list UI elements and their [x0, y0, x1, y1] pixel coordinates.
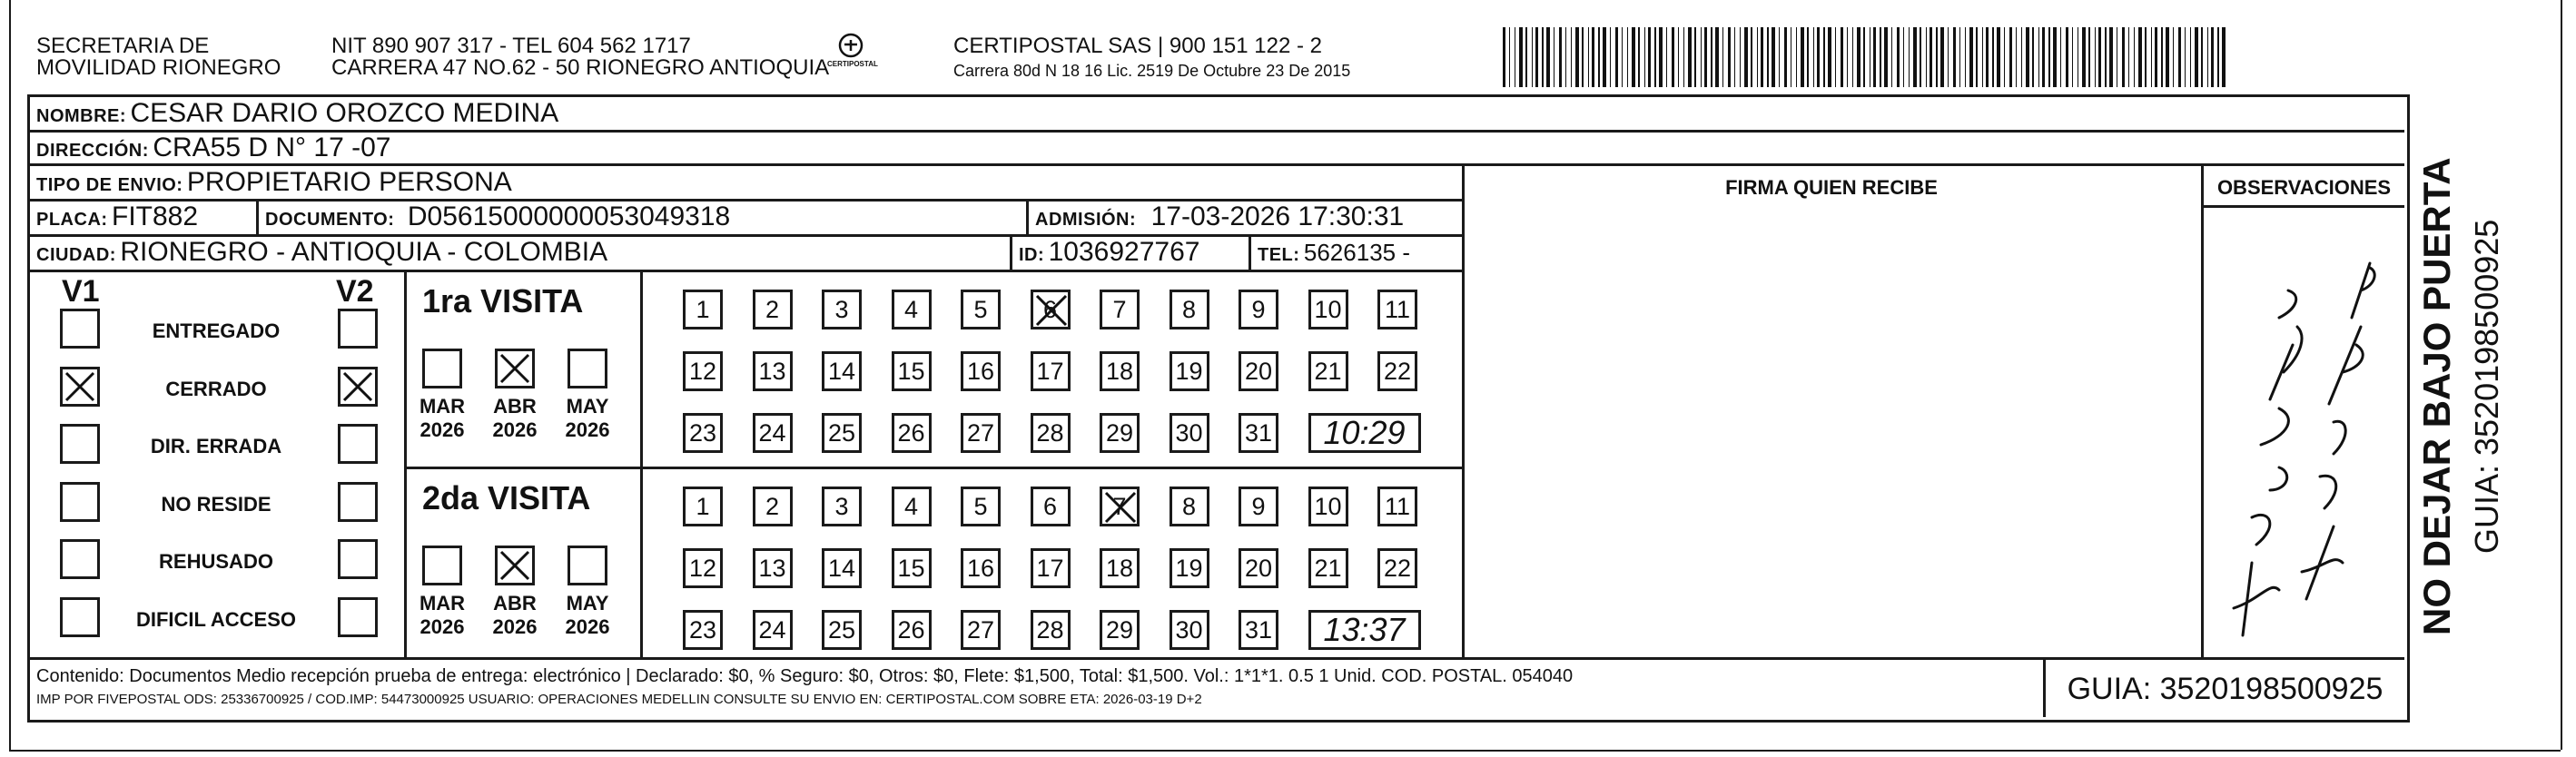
day-box[interactable]: [892, 610, 932, 650]
day-number: 12: [688, 555, 717, 582]
tel-value: 5626135 -: [1303, 239, 1410, 266]
direccion-label: DIRECCIÓN:: [36, 141, 149, 161]
org-name-line2: MOVILIDAD RIONEGRO: [36, 55, 281, 80]
check-mark-icon: [341, 369, 375, 404]
day-box[interactable]: [1308, 290, 1348, 329]
day-number: 7: [1112, 493, 1127, 520]
day-box[interactable]: [1100, 290, 1140, 329]
day-box[interactable]: [683, 548, 723, 588]
id-value: 1036927767: [1048, 237, 1200, 267]
day-box[interactable]: [1170, 610, 1209, 650]
day-box[interactable]: [1239, 610, 1278, 650]
day-box[interactable]: [961, 351, 1001, 391]
day-number: 9: [1251, 493, 1266, 520]
day-box[interactable]: [1100, 548, 1140, 588]
logo-lettering: CERTIPOSTAL: [827, 60, 878, 68]
month-label: [410, 395, 474, 442]
month-label: [556, 395, 619, 442]
month-checkbox-abr[interactable]: [495, 546, 535, 585]
day-box[interactable]: [1239, 487, 1278, 526]
day-number: 25: [827, 616, 856, 644]
day-number: 8: [1181, 493, 1197, 520]
documento-cell: [265, 202, 730, 232]
day-number: 10: [1314, 296, 1342, 323]
month-name: MAR: [419, 395, 466, 418]
tipo-envio-label: TIPO DE ENVIO:: [36, 175, 183, 195]
day-number: 30: [1175, 616, 1203, 644]
day-number: 31: [1244, 616, 1273, 644]
side-guia: GUIA: 3520198500925: [2468, 219, 2505, 554]
day-box[interactable]: [753, 351, 793, 391]
visit-time[interactable]: 10:29: [1308, 413, 1421, 453]
day-box[interactable]: [892, 290, 932, 329]
day-box[interactable]: [892, 351, 932, 391]
day-number: 2: [765, 493, 780, 520]
day-box[interactable]: [1308, 548, 1348, 588]
day-box[interactable]: [961, 610, 1001, 650]
day-box[interactable]: [961, 548, 1001, 588]
day-number: 9: [1251, 296, 1266, 323]
day-box[interactable]: [1100, 351, 1140, 391]
courier-name: CERTIPOSTAL SAS | 900 151 122 - 2: [953, 34, 1322, 58]
admision-value: 17-03-2026 17:30:31: [1150, 202, 1405, 231]
day-box[interactable]: [1377, 351, 1417, 391]
visit-title: 1ra VISITA: [422, 282, 584, 320]
status-label-dificil-acceso: DIFICIL ACCESO: [135, 608, 296, 631]
day-number: 25: [827, 419, 856, 447]
day-box[interactable]: [753, 487, 793, 526]
day-number: 28: [1036, 616, 1064, 644]
day-box[interactable]: [822, 351, 862, 391]
day-number: 6: [1042, 296, 1058, 323]
day-box[interactable]: [961, 290, 1001, 329]
day-box[interactable]: [1308, 487, 1348, 526]
observation-handwriting: [2216, 218, 2388, 644]
day-box[interactable]: [1170, 290, 1209, 329]
day-box[interactable]: [822, 413, 862, 453]
day-number: 14: [827, 555, 856, 582]
day-number: 24: [758, 616, 786, 644]
day-number: 19: [1175, 555, 1203, 582]
day-box[interactable]: [1239, 351, 1278, 391]
month-name: MAY: [566, 395, 609, 418]
org-address: CARRERA 47 NO.62 - 50 RIONEGRO ANTIOQUIA: [331, 55, 830, 80]
day-number: 4: [903, 296, 919, 323]
v2-checkbox-rehusado[interactable]: [338, 539, 378, 579]
day-box[interactable]: [892, 548, 932, 588]
certipostal-logo: [827, 33, 878, 73]
month-year: 2026: [419, 418, 465, 441]
month-label: [483, 395, 547, 442]
check-mark-icon: [498, 351, 532, 386]
v2-checkbox-no-reside[interactable]: [338, 482, 378, 522]
day-number: 26: [897, 419, 925, 447]
day-box[interactable]: [961, 413, 1001, 453]
day-box[interactable]: [683, 351, 723, 391]
day-box[interactable]: [753, 290, 793, 329]
direccion-row: [36, 133, 390, 163]
day-box[interactable]: [961, 487, 1001, 526]
day-number: 27: [966, 419, 995, 447]
month-label: [556, 592, 619, 639]
day-box[interactable]: [753, 548, 793, 588]
tel-label: TEL:: [1258, 245, 1300, 265]
v1-checkbox-entregado[interactable]: [60, 309, 100, 349]
month-year: 2026: [492, 418, 538, 441]
no-dejar-bajo-puerta: NO DEJAR BAJO PUERTA: [2415, 157, 2458, 635]
id-label: ID:: [1019, 245, 1045, 265]
day-box[interactable]: [1170, 413, 1209, 453]
tipo-envio-value: PROPIETARIO PERSONA: [186, 167, 512, 197]
day-box[interactable]: [1170, 351, 1209, 391]
day-box[interactable]: [1239, 413, 1278, 453]
placa-cell: [36, 202, 198, 232]
v1-checkbox-dir-errada[interactable]: [60, 424, 100, 464]
day-number: 21: [1314, 555, 1342, 582]
check-mark-icon: [1033, 292, 1070, 329]
v1-header: V1: [62, 274, 100, 309]
day-number: 29: [1105, 419, 1134, 447]
placa-label: PLACA:: [36, 210, 108, 230]
day-box[interactable]: [1377, 290, 1417, 329]
day-box[interactable]: [1100, 413, 1140, 453]
day-number: 7: [1112, 296, 1127, 323]
admision-cell: [1035, 202, 1404, 232]
v2-checkbox-cerrado[interactable]: [338, 367, 378, 407]
day-box[interactable]: [1031, 487, 1071, 526]
direccion-value: CRA55 D N° 17 -07: [153, 133, 391, 162]
placa-value: FIT882: [112, 202, 199, 231]
id-cell: [1019, 237, 1199, 268]
day-number: 20: [1244, 555, 1273, 582]
v2-checkbox-entregado[interactable]: [338, 309, 378, 349]
day-number: 15: [897, 555, 925, 582]
day-number: 30: [1175, 419, 1203, 447]
courier-license: Carrera 80d N 18 16 Lic. 2519 De Octubre 23 De 2015: [953, 62, 1351, 80]
day-number: 22: [1383, 358, 1412, 385]
day-number: 31: [1244, 419, 1273, 447]
footer-contenido: Contenido: Documentos Medio recepción prueba de entrega: electrónico | Declarado: $0, % Seguro: $0, Otros: $0, Flete: $1,500, Total: $1,500. Vol.: 1*1*1. 0.5 1 Unid. COD. POSTAL. 054040: [36, 666, 1574, 686]
day-box[interactable]: [1031, 290, 1071, 329]
day-box[interactable]: [753, 610, 793, 650]
day-box[interactable]: [822, 487, 862, 526]
nombre-label: NOMBRE:: [36, 106, 127, 126]
day-number: 6: [1042, 493, 1058, 520]
barcode: [1503, 27, 2229, 87]
month-checkbox-abr[interactable]: [495, 349, 535, 388]
tipo-envio-row: [36, 167, 512, 198]
month-name: ABR: [493, 395, 537, 418]
month-checkbox-may[interactable]: [568, 546, 607, 585]
day-box[interactable]: [1377, 548, 1417, 588]
day-box[interactable]: [1308, 351, 1348, 391]
day-number: 5: [973, 296, 988, 323]
day-box[interactable]: [683, 290, 723, 329]
day-number: 17: [1036, 555, 1064, 582]
month-checkbox-mar[interactable]: [422, 349, 462, 388]
day-box[interactable]: [1170, 487, 1209, 526]
day-number: 19: [1175, 358, 1203, 385]
v2-header: V2: [336, 274, 374, 309]
signature-area[interactable]: [1466, 209, 2197, 654]
status-label-dir-errada: DIR. ERRADA: [150, 435, 282, 457]
v2-checkbox-dir-errada[interactable]: [338, 424, 378, 464]
day-number: 24: [758, 419, 786, 447]
day-number: 20: [1244, 358, 1273, 385]
visit-title: 2da VISITA: [422, 479, 591, 516]
day-box[interactable]: [1239, 290, 1278, 329]
day-number: 18: [1105, 555, 1134, 582]
day-number: 12: [688, 358, 717, 385]
observaciones-header: OBSERVACIONES: [2216, 176, 2392, 199]
day-number: 23: [688, 616, 717, 644]
v1-checkbox-dificil-acceso[interactable]: [60, 597, 100, 637]
tel-cell: [1258, 239, 1410, 267]
ciudad-label: CIUDAD:: [36, 245, 116, 265]
day-number: 5: [973, 493, 988, 520]
day-box[interactable]: [1377, 487, 1417, 526]
day-number: 23: [688, 419, 717, 447]
firma-header: FIRMA QUIEN RECIBE: [1725, 176, 1938, 199]
ciudad-row: [36, 237, 607, 268]
day-number: 13: [758, 555, 786, 582]
day-number: 29: [1105, 616, 1134, 644]
day-box[interactable]: [1100, 487, 1140, 526]
v2-checkbox-dificil-acceso[interactable]: [338, 597, 378, 637]
day-box[interactable]: [1100, 610, 1140, 650]
nit-phone: NIT 890 907 317 - TEL 604 562 1717: [331, 34, 691, 58]
day-number: 15: [897, 358, 925, 385]
visit-time[interactable]: 13:37: [1308, 610, 1421, 650]
day-number: 14: [827, 358, 856, 385]
month-name: MAY: [566, 592, 609, 614]
day-box[interactable]: [1170, 548, 1209, 588]
day-number: 3: [834, 296, 849, 323]
month-year: 2026: [419, 615, 465, 638]
day-number: 16: [966, 555, 995, 582]
day-box[interactable]: [822, 548, 862, 588]
documento-value: D05615000000053049318: [407, 202, 731, 231]
status-label-cerrado: CERRADO: [165, 378, 267, 400]
day-box[interactable]: [753, 413, 793, 453]
nombre-value: CESAR DARIO OROZCO MEDINA: [130, 98, 559, 128]
day-number: 4: [903, 493, 919, 520]
day-box[interactable]: [1031, 548, 1071, 588]
footer-guia: GUIA: 3520198500925: [2067, 672, 2384, 706]
day-box[interactable]: [1031, 610, 1071, 650]
day-number: 21: [1314, 358, 1342, 385]
day-number: 11: [1384, 296, 1411, 323]
day-number: 11: [1384, 493, 1411, 520]
day-box[interactable]: [892, 413, 932, 453]
check-mark-icon: [1102, 489, 1139, 526]
nombre-row: [36, 98, 558, 129]
v1-checkbox-cerrado[interactable]: [60, 367, 100, 407]
day-number: 17: [1036, 358, 1064, 385]
day-box[interactable]: [822, 290, 862, 329]
status-label-entregado: ENTREGADO: [152, 320, 281, 342]
month-checkbox-mar[interactable]: [422, 546, 462, 585]
month-name: ABR: [493, 592, 537, 614]
day-number: 18: [1105, 358, 1134, 385]
v1-checkbox-rehusado[interactable]: [60, 539, 100, 579]
documento-label: DOCUMENTO:: [265, 210, 395, 230]
day-number: 2: [765, 296, 780, 323]
day-number: 13: [758, 358, 786, 385]
day-box[interactable]: [683, 487, 723, 526]
month-label: [483, 592, 547, 639]
day-number: 28: [1036, 419, 1064, 447]
day-box[interactable]: [683, 413, 723, 453]
day-number: 1: [696, 493, 710, 520]
admision-label: ADMISIÓN:: [1035, 210, 1137, 230]
month-year: 2026: [565, 418, 610, 441]
day-box[interactable]: [1239, 548, 1278, 588]
day-number: 16: [966, 358, 995, 385]
day-number: 3: [834, 493, 849, 520]
month-checkbox-may[interactable]: [568, 349, 607, 388]
day-number: 27: [966, 616, 995, 644]
org-name-line1: SECRETARIA DE: [36, 34, 210, 58]
v1-checkbox-no-reside[interactable]: [60, 482, 100, 522]
month-year: 2026: [492, 615, 538, 638]
day-box[interactable]: [822, 610, 862, 650]
status-label-rehusado: REHUSADO: [159, 550, 273, 573]
status-label-no-reside: NO RESIDE: [161, 493, 271, 516]
footer-imp: IMP POR FIVEPOSTAL ODS: 25336700925 / COD.IMP: 54473000925 USUARIO: OPERACIONES MEDELLIN CONSULTE SU ENVIO EN: CERTIPOSTAL.COM SOBRE ETA: 2026-03-19 D+2: [36, 692, 1202, 707]
day-box[interactable]: [683, 610, 723, 650]
day-number: 22: [1383, 555, 1412, 582]
day-box[interactable]: [892, 487, 932, 526]
month-label: [410, 592, 474, 639]
day-number: 26: [897, 616, 925, 644]
day-number: 8: [1181, 296, 1197, 323]
check-mark-icon: [63, 369, 97, 404]
day-number: 1: [696, 296, 710, 323]
day-box[interactable]: [1031, 413, 1071, 453]
month-year: 2026: [565, 615, 610, 638]
day-number: 10: [1314, 493, 1342, 520]
ciudad-value: RIONEGRO - ANTIOQUIA - COLOMBIA: [120, 237, 608, 267]
day-box[interactable]: [1031, 351, 1071, 391]
check-mark-icon: [498, 548, 532, 583]
month-name: MAR: [419, 592, 466, 614]
